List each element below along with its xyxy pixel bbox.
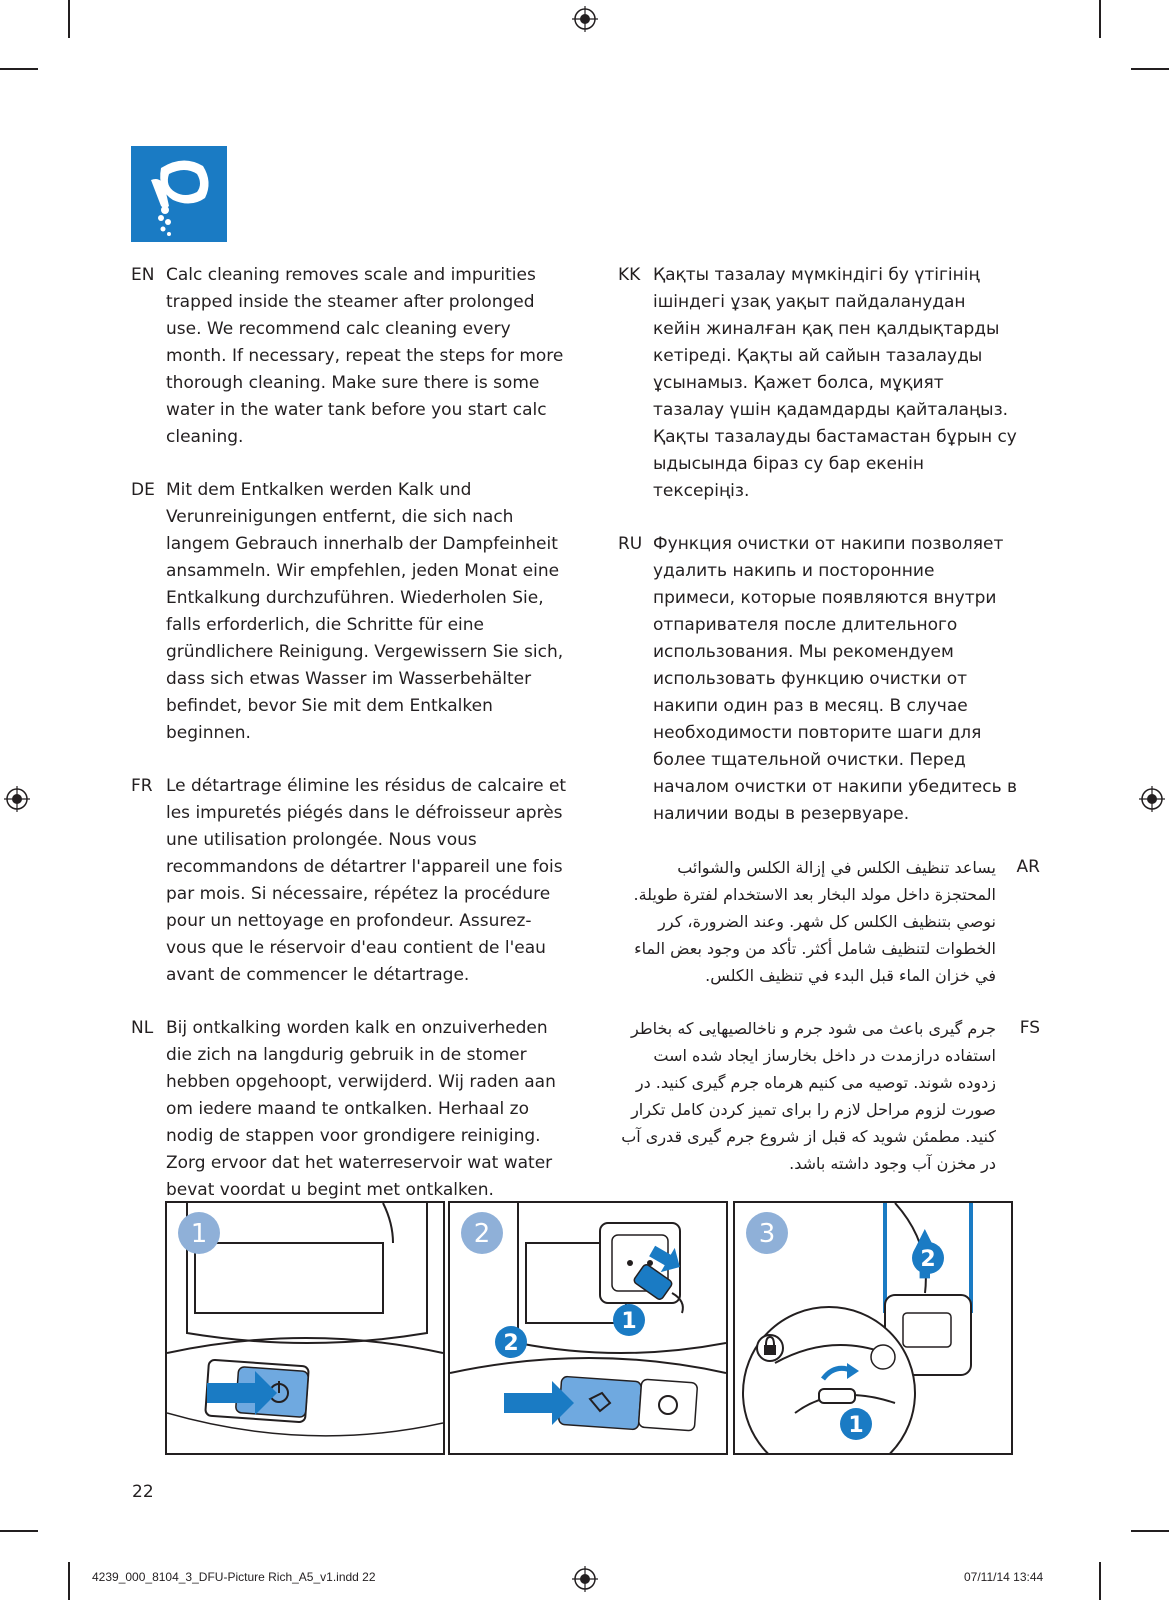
crop-mark <box>0 68 38 70</box>
language-entry <box>618 531 1018 828</box>
text-column-right <box>618 262 1040 1203</box>
sub-step-number: 2 <box>503 1331 519 1356</box>
step-number: 3 <box>758 1219 776 1249</box>
language-code: FS <box>1019 1018 1040 1038</box>
step-3-illustration <box>733 1201 1013 1455</box>
step-2-illustration <box>448 1201 728 1455</box>
crop-mark <box>68 0 70 38</box>
language-text: يساعد تنظيف الكلس في إزالة الكلس والشوائب المحتجزة داخل مولد البخار بعد الاستخدام لفترة طويلة. نوصي بتنظيف الكلس كل شهر. وعند الضرورة، كرر الخطوات لتنظيف شامل أكثر. تأكد من وجود بعض الماء في خزان الماء قبل البدء في تنظيف الكلس. <box>633 858 996 985</box>
language-entry <box>131 773 571 989</box>
crop-mark <box>68 1562 70 1600</box>
language-text: جرم گیری باعث می شود جرم و ناخالصیهایی که بخاطر استفاده درازمدت در داخل بخارساز ایجاد شده است زدوده شوند. توصیه می کنیم هرماه جرم گیری کنید. در صورت لزوم مراحل لازم را برای تمیز کردن کامل تکرار کنید. مطمئن شوید که قبل از شروع جرم گیری قدری آب در مخزن آب وجود داشته باشد. <box>621 1019 996 1173</box>
calc-clean-icon <box>131 146 227 242</box>
language-entry <box>618 262 1018 505</box>
language-code: DE <box>131 480 155 500</box>
language-code: AR <box>1016 857 1040 877</box>
language-entry-rtl <box>618 1015 1040 1177</box>
language-text: Calc cleaning removes scale and impurities trapped inside the steamer after prolonged use. We recommend calc cleaning every month. If necessary, repeat the steps for more thorough cleaning. Make sure there is some water in the water tank before you start calc cleaning. <box>166 265 564 447</box>
footer-date: 07/11/14 13:44 <box>964 1570 1044 1584</box>
footer-file-info: 4239_000_8104_3_DFU-Picture Rich_A5_v1.indd 22 <box>92 1570 376 1584</box>
registration-mark-icon <box>572 6 598 32</box>
language-code: RU <box>618 534 643 554</box>
registration-mark-icon <box>1139 786 1165 812</box>
page-number: 22 <box>132 1482 154 1502</box>
registration-mark-icon <box>4 786 30 812</box>
language-code: KK <box>618 265 641 285</box>
step-1-illustration <box>165 1201 445 1455</box>
crop-mark <box>1131 68 1169 70</box>
language-code: EN <box>131 265 155 285</box>
crop-mark <box>1099 0 1101 38</box>
language-entry <box>131 262 571 451</box>
crop-mark <box>1131 1530 1169 1532</box>
step-number: 2 <box>473 1219 491 1249</box>
language-text: Le détartrage élimine les résidus de calcaire et les impuretés piégés dans le défroisseur après une utilisation prolongée. Nous vous recommandons de détartrer l'appareil une fois par mois. Si nécessaire, répétez la procédure pour un nettoyage en profondeur. Assurez-vous que le réservoir d'eau contient de l'eau avant de commencer le détartrage. <box>166 776 567 985</box>
crop-mark <box>1099 1562 1101 1600</box>
crop-mark <box>0 1530 38 1532</box>
language-text: Mit dem Entkalken werden Kalk und Verunreinigungen entfernt, die sich nach langem Gebrauch innerhalb der Dampfeinheit ansammeln. Wir empfehlen, jeden Monat eine Entkalkung durchzuführen. Wiederholen Sie, falls erforderlich, die Schritte für eine gründlichere Reinigung. Vergewissern Sie sich, dass sich etwas Wasser im Wasserbehälter befindet, bevor Sie mit dem Entkalken beginnen. <box>166 480 564 743</box>
text-column-left <box>131 262 571 1230</box>
language-entry-rtl <box>618 854 1040 989</box>
language-code: NL <box>131 1018 154 1038</box>
sub-step-number: 1 <box>848 1413 864 1438</box>
language-code: FR <box>131 776 153 796</box>
language-text: Функция очистки от накипи позволяет удалить накипь и посторонние примеси, которые появляются внутри отпаривателя после длительного использования. Мы рекомендуем использовать функцию очистки от накипи один раз в месяц. В случае необходимости повторите шаги для более тщательной очистки. Перед началом очистки от накипи убедитесь в наличии воды в резервуаре. <box>653 534 1018 824</box>
sub-step-number: 1 <box>621 1309 637 1334</box>
language-entry <box>131 1015 571 1204</box>
language-text: Қақты тазалау мүмкіндігі бу үтігінің ішіндегі ұзақ уақыт пайдаланудан кейін жиналған қақ пен қалдықтарды кетіреді. Қақты ай сайын тазалауды ұсынамыз. Қажет болса, мұқият тазалау үшін қадамдарды қайталаңыз. Қақты тазалауды бастамастан бұрын су ыдысында біраз су бар екенін тексеріңіз. <box>653 265 1017 501</box>
registration-mark-icon <box>572 1566 598 1592</box>
step-number: 1 <box>190 1219 208 1249</box>
language-entry <box>131 477 571 747</box>
language-text: Bij ontkalking worden kalk en onzuiverheden die zich na langdurig gebruik in de stomer hebben opgehoopt, verwijderd. Wij raden aan om iedere maand te ontkalken. Herhaal zo nodig de stappen voor grondigere reiniging. Zorg ervoor dat het waterreservoir wat water bevat voordat u begint met ontkalken. <box>166 1018 556 1200</box>
sub-step-number: 2 <box>920 1247 936 1272</box>
